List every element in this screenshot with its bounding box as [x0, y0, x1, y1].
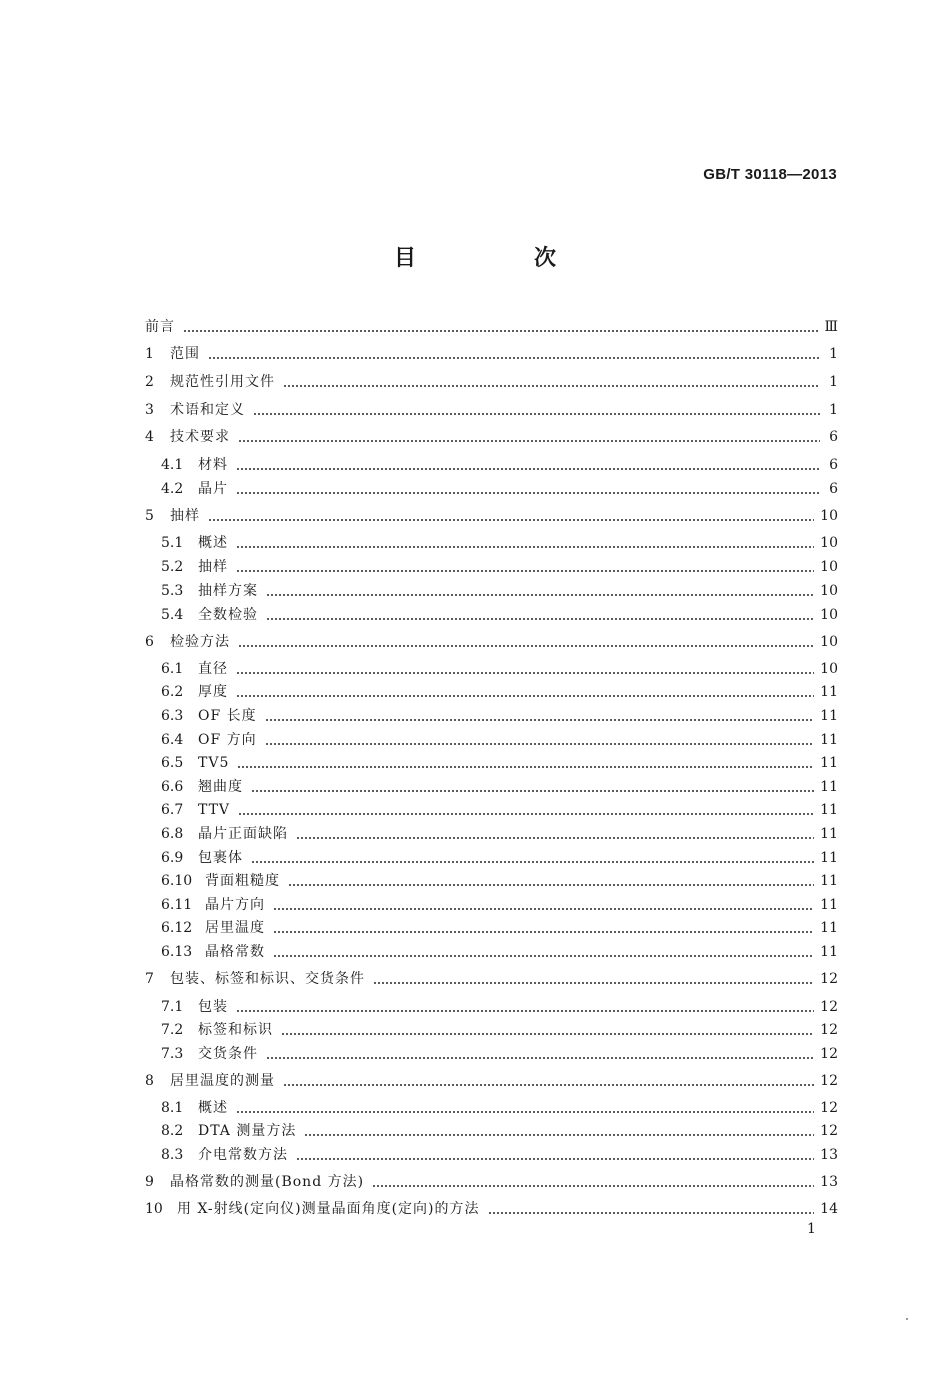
toc-dot-leader: [236, 570, 814, 572]
toc-entry[interactable]: [161, 532, 838, 552]
toc-dot-leader: [236, 1010, 814, 1012]
toc-entry-page: 12: [820, 1046, 838, 1062]
toc-entry-title: 晶格常数的测量(Bond 方法): [170, 1174, 365, 1190]
toc-entry-page: 1: [829, 402, 838, 418]
toc-entry[interactable]: [161, 996, 838, 1016]
toc-entry-title: 抽样方案: [198, 583, 258, 599]
toc-entry-page: 10: [820, 583, 838, 599]
toc-entry-page: 10: [820, 661, 838, 677]
toc-entry-page: 11: [820, 708, 838, 724]
toc-entry[interactable]: [145, 316, 838, 336]
toc-entry-page: 12: [820, 999, 838, 1015]
toc-entry-number: 4.2: [161, 481, 184, 497]
toc-entry-number: 1: [145, 346, 154, 362]
scan-speck: [906, 1318, 908, 1320]
toc-entry-number: 5.2: [161, 559, 184, 575]
toc-entry[interactable]: [161, 478, 838, 498]
toc-dot-leader: [251, 861, 814, 863]
toc-dot-leader: [296, 837, 814, 839]
toc-dot-leader: [283, 385, 820, 387]
toc-entry[interactable]: [161, 917, 838, 937]
toc-dot-leader: [236, 468, 820, 470]
toc-entry-page: 14: [820, 1201, 838, 1217]
toc-dot-leader: [488, 1212, 815, 1214]
toc-entry-title: 术语和定义: [170, 402, 245, 418]
toc-entry-number: 6.6: [161, 779, 184, 795]
toc-entry[interactable]: [145, 1198, 838, 1218]
toc-entry-number: 6.8: [161, 826, 184, 842]
toc-entry-title: 抽样: [198, 559, 228, 575]
toc-entry[interactable]: [145, 1070, 838, 1090]
toc-entry-page: 11: [820, 850, 838, 866]
toc-dot-leader: [236, 546, 814, 548]
toc-dot-leader: [236, 672, 814, 674]
toc-entry-title: 标签和标识: [198, 1022, 273, 1038]
toc-entry-title: 概述: [198, 535, 228, 551]
toc-entry-title: 居里温度: [205, 920, 265, 936]
toc-entry[interactable]: [145, 371, 838, 391]
page-title: 目 次: [393, 246, 604, 271]
standard-code: GB/T 30118—2013: [703, 166, 837, 183]
toc-entry-number: 6.10: [161, 873, 193, 889]
toc-entry[interactable]: [145, 968, 838, 988]
toc-dot-leader: [273, 931, 814, 933]
toc-dot-leader: [266, 618, 814, 620]
toc-entry-title: 介电常数方法: [198, 1147, 288, 1163]
toc-entry-title: 包裹体: [198, 850, 243, 866]
toc-entry-number: 10: [145, 1201, 163, 1217]
toc-entry-page: 12: [820, 1123, 838, 1139]
toc-entry[interactable]: [161, 1144, 838, 1164]
toc-entry-page: 12: [820, 971, 838, 987]
toc-entry-title: 直径: [198, 661, 228, 677]
toc-dot-leader: [238, 813, 814, 815]
toc-entry[interactable]: [161, 752, 838, 772]
toc-dot-leader: [238, 440, 820, 442]
toc-entry-title: 交货条件: [198, 1046, 258, 1062]
toc-entry-page: 6: [829, 457, 838, 473]
toc-dot-leader: [273, 955, 814, 957]
toc-dot-leader: [283, 1084, 814, 1086]
toc-entry[interactable]: [145, 1171, 838, 1191]
toc-entry[interactable]: [161, 454, 838, 474]
toc-entry[interactable]: [145, 505, 838, 525]
toc-entry-page: 10: [820, 634, 838, 650]
toc-entry-number: 7.3: [161, 1046, 184, 1062]
toc-entry-page: Ⅲ: [824, 319, 838, 335]
toc-entry-page: 13: [820, 1174, 838, 1190]
toc-dot-leader: [237, 766, 814, 768]
toc-entry[interactable]: [161, 823, 838, 843]
toc-entry[interactable]: [161, 1043, 838, 1063]
toc-entry-number: 6.12: [161, 920, 193, 936]
toc-entry-page: 11: [820, 920, 838, 936]
toc-entry-number: 5.1: [161, 535, 184, 551]
toc-entry-title: 抽样: [170, 508, 200, 524]
toc-entry[interactable]: [161, 1120, 838, 1140]
page-number: 1: [807, 1221, 816, 1237]
toc-entry-title: 厚度: [198, 684, 228, 700]
toc-entry-number: 6.11: [161, 897, 193, 913]
toc-entry[interactable]: [145, 343, 838, 363]
toc-entry-page: 10: [820, 535, 838, 551]
toc-entry-page: 11: [820, 779, 838, 795]
toc-entry-number: 7.1: [161, 999, 184, 1015]
toc-entry-title: TTV: [198, 802, 231, 818]
toc-entry-title: DTA 测量方法: [198, 1123, 297, 1139]
toc-entry-title: 包装: [198, 999, 228, 1015]
toc-entry-page: 1: [829, 346, 838, 362]
toc-entry-number: 7.2: [161, 1022, 184, 1038]
toc-entry-page: 1: [829, 374, 838, 390]
toc-entry[interactable]: [161, 604, 838, 624]
toc-entry[interactable]: [161, 894, 838, 914]
toc-entry-page: 11: [820, 897, 838, 913]
toc-entry-page: 10: [820, 508, 838, 524]
toc-entry-page: 11: [820, 826, 838, 842]
toc-dot-leader: [266, 1057, 814, 1059]
toc-entry-number: 6.3: [161, 708, 184, 724]
toc-entry-number: 8.1: [161, 1100, 184, 1116]
toc-entry[interactable]: [161, 705, 838, 725]
toc-entry[interactable]: [145, 426, 838, 446]
toc-dot-leader: [236, 1111, 814, 1113]
toc-entry-title: 前言: [145, 319, 175, 335]
toc-entry-number: 3: [145, 402, 154, 418]
toc-dot-leader: [236, 492, 820, 494]
toc-entry-page: 12: [820, 1073, 838, 1089]
toc-entry-page: 11: [820, 944, 838, 960]
toc-entry[interactable]: [161, 941, 838, 961]
toc-entry-number: 5: [145, 508, 154, 524]
toc-dot-leader: [253, 413, 820, 415]
toc-entry-title: 晶片正面缺陷: [198, 826, 288, 842]
toc-entry-title: 检验方法: [170, 634, 230, 650]
toc-entry-title: 晶片方向: [205, 897, 265, 913]
toc-entry-number: 5.4: [161, 607, 184, 623]
toc-dot-leader: [304, 1134, 814, 1136]
toc-entry-number: 6.1: [161, 661, 184, 677]
toc-entry-title: 技术要求: [170, 429, 230, 445]
toc-entry[interactable]: [145, 399, 838, 419]
toc-entry[interactable]: [161, 681, 838, 701]
toc-entry-page: 11: [820, 732, 838, 748]
toc-entry-number: 6: [145, 634, 154, 650]
toc-dot-leader: [373, 982, 814, 984]
toc-entry-number: 2: [145, 374, 154, 390]
toc-entry[interactable]: [161, 776, 838, 796]
toc-entry-number: 8.3: [161, 1147, 184, 1163]
toc-dot-leader: [251, 790, 814, 792]
toc-entry[interactable]: [161, 870, 838, 890]
toc-entry-title: 背面粗糙度: [205, 873, 280, 889]
toc-entry-title: OF 长度: [198, 708, 257, 724]
toc-entry-number: 6.13: [161, 944, 193, 960]
toc-dot-leader: [296, 1158, 814, 1160]
toc-entry-page: 11: [820, 873, 838, 889]
toc-entry-page: 10: [820, 559, 838, 575]
toc-entry-page: 11: [820, 802, 838, 818]
toc-dot-leader: [265, 719, 815, 721]
toc-dot-leader: [183, 330, 818, 332]
toc-dot-leader: [288, 884, 814, 886]
toc-entry-number: 8.2: [161, 1123, 184, 1139]
toc-entry[interactable]: [161, 580, 838, 600]
toc-entry-title: 规范性引用文件: [170, 374, 275, 390]
toc-dot-leader: [238, 645, 814, 647]
toc-entry-title: TV5: [198, 755, 230, 771]
toc-dot-leader: [236, 695, 814, 697]
toc-dot-leader: [281, 1033, 814, 1035]
toc-entry-number: 6.7: [161, 802, 184, 818]
toc-entry[interactable]: [161, 847, 838, 867]
toc-entry[interactable]: [161, 1019, 838, 1039]
toc-entry-title: 晶片: [198, 481, 228, 497]
toc-entry-number: 9: [145, 1174, 154, 1190]
toc-entry-number: 6.2: [161, 684, 184, 700]
toc-entry-title: 全数检验: [198, 607, 258, 623]
toc-entry[interactable]: [161, 556, 838, 576]
toc-dot-leader: [266, 594, 814, 596]
toc-entry-title: 范围: [170, 346, 200, 362]
toc-dot-leader: [273, 908, 814, 910]
toc-entry-page: 6: [829, 429, 838, 445]
toc-entry-page: 12: [820, 1100, 838, 1116]
toc-entry-page: 11: [820, 755, 838, 771]
toc-entry-title: 材料: [198, 457, 228, 473]
toc-entry-number: 5.3: [161, 583, 184, 599]
toc-entry-number: 4.1: [161, 457, 184, 473]
toc-entry[interactable]: [161, 658, 838, 678]
toc-dot-leader: [265, 743, 815, 745]
toc-entry-page: 13: [820, 1147, 838, 1163]
toc-entry-title: 翘曲度: [198, 779, 243, 795]
toc-dot-leader: [208, 357, 820, 359]
toc-entry-title: 居里温度的测量: [170, 1073, 275, 1089]
toc-dot-leader: [372, 1185, 814, 1187]
toc-entry-number: 6.5: [161, 755, 184, 771]
toc-entry-title: OF 方向: [198, 732, 257, 748]
toc-entry-number: 7: [145, 971, 154, 987]
toc-entry-number: 6.4: [161, 732, 184, 748]
toc-entry-title: 概述: [198, 1100, 228, 1116]
toc-entry-title: 用 X-射线(定向仪)测量晶面角度(定向)的方法: [177, 1201, 480, 1217]
toc-entry[interactable]: [161, 1097, 838, 1117]
toc-entry-page: 11: [820, 684, 838, 700]
toc-entry[interactable]: [161, 729, 838, 749]
toc-entry-title: 包装、标签和标识、交货条件: [170, 971, 365, 987]
toc-entry-page: 10: [820, 607, 838, 623]
toc-entry-title: 晶格常数: [205, 944, 265, 960]
toc-entry-page: 6: [829, 481, 838, 497]
toc-entry-number: 6.9: [161, 850, 184, 866]
toc-entry-number: 4: [145, 429, 154, 445]
toc-entry-number: 8: [145, 1073, 154, 1089]
toc-entry[interactable]: [145, 631, 838, 651]
toc-entry-page: 12: [820, 1022, 838, 1038]
toc-dot-leader: [208, 519, 814, 521]
toc-entry[interactable]: [161, 799, 838, 819]
